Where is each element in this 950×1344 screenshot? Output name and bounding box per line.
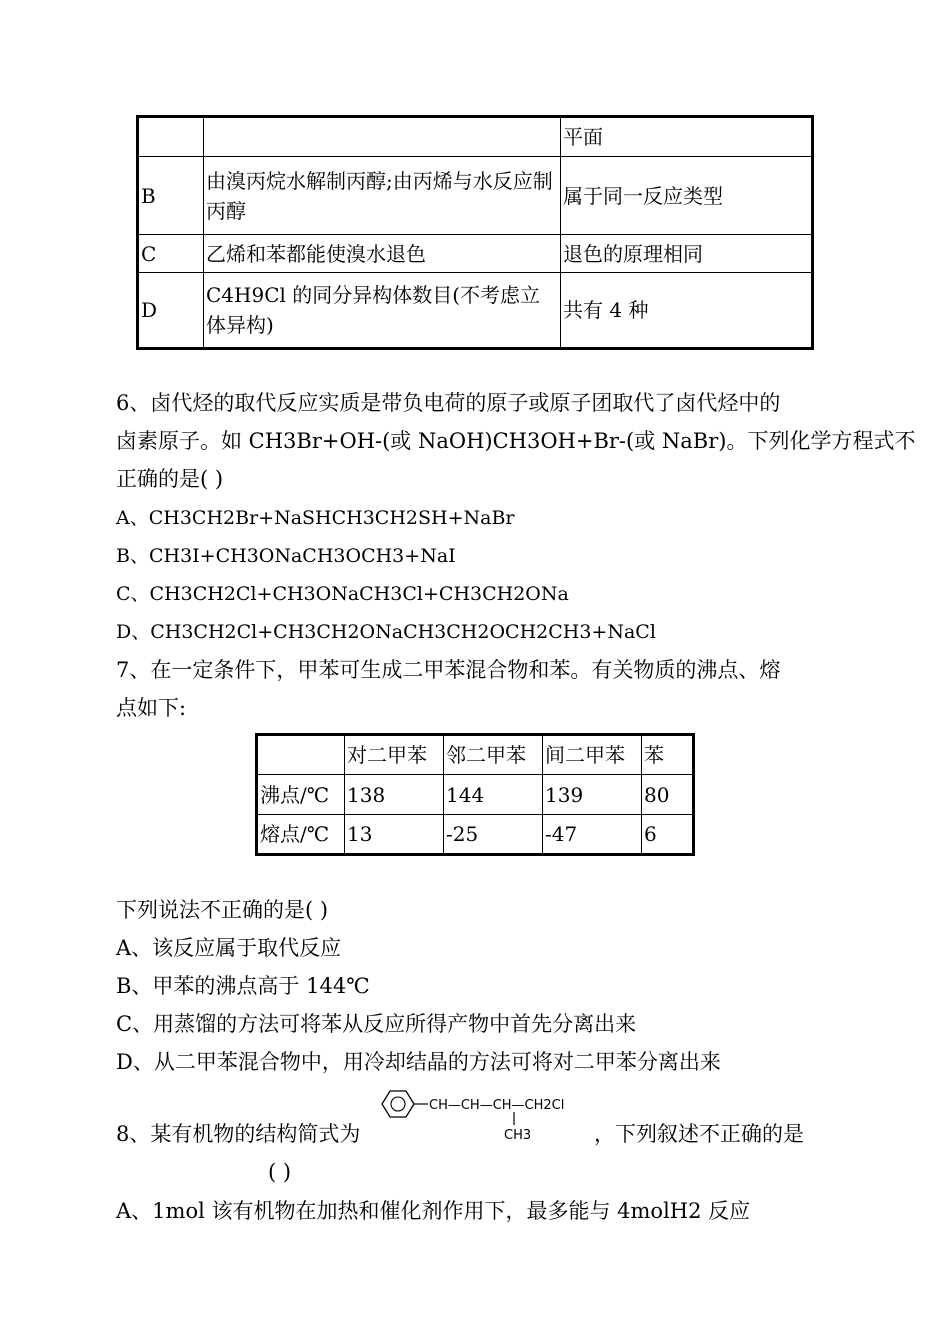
header-cell: 对二甲苯 <box>345 735 444 775</box>
row-label: D <box>138 273 204 349</box>
row-note: 共有 4 种 <box>561 273 813 349</box>
q8-option-a: A、1mol 该有机物在加热和催化剂作用下，最多能与 4molH2 反应 <box>116 1199 751 1223</box>
row-label: B <box>138 157 204 235</box>
table-boiling-melting <box>255 733 695 856</box>
benzene-inner-circle <box>391 1097 405 1111</box>
q6-option-a: A、CH3CH2Br+NaSHCH3CH2SH+NaBr <box>116 507 515 529</box>
header-cell: 苯 <box>642 735 694 775</box>
row-item <box>204 117 561 157</box>
table-row <box>257 775 694 815</box>
structural-formula <box>378 1087 598 1147</box>
table-cell: 138 <box>345 775 444 815</box>
header-cell <box>257 735 345 775</box>
q7-option-c: C、用蒸馏的方法可将苯从反应所得产物中首先分离出来 <box>116 1012 637 1036</box>
q6-option-c: C、CH3CH2Cl+CH3ONaCH3Cl+CH3CH2ONa <box>116 583 569 605</box>
row-item: 由溴丙烷水解制丙醇;由丙烯与水反应制丙醇 <box>204 157 561 235</box>
table-cell: 沸点/℃ <box>257 775 345 815</box>
header-cell: 邻二甲苯 <box>444 735 543 775</box>
table-row <box>138 273 813 349</box>
q7-option-d: D、从二甲苯混合物中，用冷却结晶的方法可将对二甲苯分离出来 <box>116 1050 721 1074</box>
table-cell: -47 <box>543 815 642 855</box>
table-options <box>136 115 814 350</box>
q7-option-a: A、该反应属于取代反应 <box>116 936 342 960</box>
q6-option-d: D、CH3CH2Cl+CH3CH2ONaCH3CH2OCH2CH3+NaCl <box>116 621 656 643</box>
q6-line2: 卤素原子。如 CH3Br+OH-(或 NaOH)CH3OH+Br-(或 NaBr)。下列化学方程式不 <box>116 429 916 453</box>
table-row <box>138 157 813 235</box>
chain-text: CH—CH—CH—CH2Cl <box>429 1098 565 1113</box>
table-row <box>138 235 813 273</box>
row-label <box>138 117 204 157</box>
table-cell: 139 <box>543 775 642 815</box>
row-item: C4H9Cl 的同分异构体数目(不考虑立体异构) <box>204 273 561 349</box>
table-row <box>257 815 694 855</box>
q7-prompt: 下列说法不正确的是( ) <box>116 898 329 922</box>
q6-line1: 6、卤代烃的取代反应实质是带负电荷的原子或原子团取代了卤代烃中的 <box>116 391 781 415</box>
table-cell: 13 <box>345 815 444 855</box>
q7-option-b: B、甲苯的沸点高于 144℃ <box>116 974 370 998</box>
header-cell: 间二甲苯 <box>543 735 642 775</box>
q6-line3: 正确的是( ) <box>116 467 224 491</box>
table-cell: 熔点/℃ <box>257 815 345 855</box>
row-note: 平面 <box>561 117 813 157</box>
table-cell: 144 <box>444 775 543 815</box>
table-cell: 6 <box>642 815 694 855</box>
q6-option-b: B、CH3I+CH3ONaCH3OCH3+NaI <box>116 545 456 567</box>
row-item: 乙烯和苯都能使溴水退色 <box>204 235 561 273</box>
q7-line2: 点如下: <box>116 696 187 720</box>
table-row <box>138 117 813 157</box>
table-cell: 80 <box>642 775 694 815</box>
table-cell: -25 <box>444 815 543 855</box>
q7-line1: 7、在一定条件下，甲苯可生成二甲苯混合物和苯。有关物质的沸点、熔 <box>116 658 781 682</box>
q8-paren: ( ) <box>268 1160 292 1184</box>
benzene-ring-icon <box>382 1091 414 1117</box>
q8-tail: ，下列叙述不正确的是 <box>594 1122 804 1146</box>
q8-intro: 8、某有机物的结构简式为 <box>116 1122 361 1146</box>
row-label: C <box>138 235 204 273</box>
table-header-row <box>257 735 694 775</box>
row-note: 属于同一反应类型 <box>561 157 813 235</box>
branch-text: CH3 <box>504 1128 532 1143</box>
row-note: 退色的原理相同 <box>561 235 813 273</box>
